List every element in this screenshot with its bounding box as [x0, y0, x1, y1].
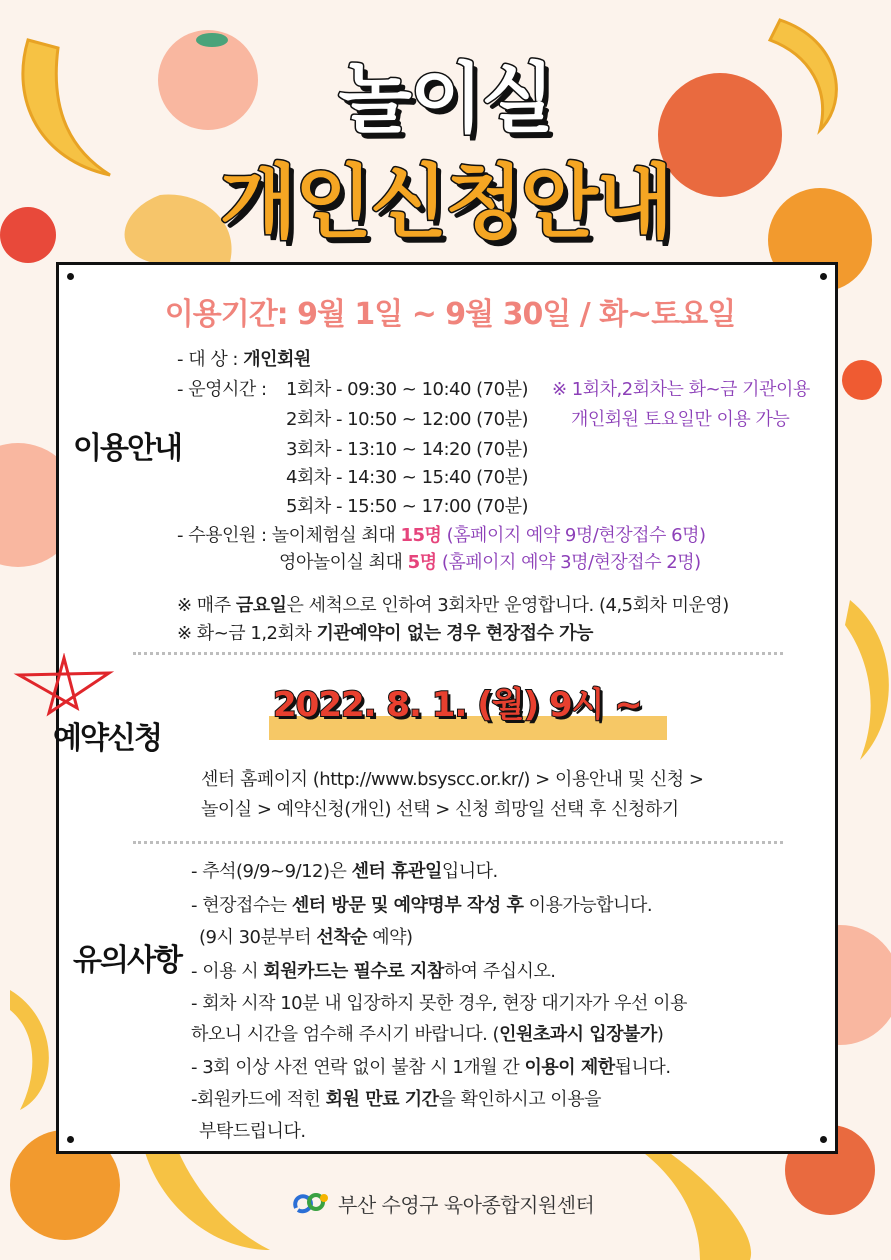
footer	[290, 1188, 594, 1218]
notice-2b: (9시 30분부터 선착순 예약)	[199, 927, 413, 948]
capacity-line-1: - 수용인원 : 놀이체험실 최대 15명 (홈페이지 예약 9명/현장접수 6명)	[177, 525, 706, 546]
notice-6b: 부탁드립니다.	[199, 1121, 306, 1142]
target-line: - 대 상 : 개인회원	[177, 349, 311, 370]
notice-5: - 3회 이상 사전 연락 없이 불참 시 1개월 간 이용이 제한됩니다.	[191, 1057, 671, 1078]
divider	[133, 841, 783, 844]
session-2: 2회차 - 10:50 ~ 12:00 (70분)	[286, 409, 528, 430]
notice-6: -회원카드에 적힌 회원 만료 기간을 확인하시고 이용을	[191, 1089, 601, 1110]
reservation-path-1: 센터 홈페이지 (http://www.bsyscc.or.kr/) > 이용안내 및 신청 >	[201, 769, 704, 790]
friday-note: ※ 매주 금요일은 세척으로 인하여 3회차만 운영합니다. (4,5회차 미운영)	[177, 595, 729, 616]
capacity-line-2: 영아놀이실 최대 5명 (홈페이지 예약 3명/현장접수 2명)	[279, 552, 701, 573]
page-title-line2: 개인신청안내	[219, 156, 672, 249]
corner-dot	[820, 273, 827, 280]
notice-2: - 현장접수는 센터 방문 및 예약명부 작성 후 이용가능합니다.	[191, 895, 653, 916]
notice-4a: - 회차 시작 10분 내 입장하지 못한 경우, 현장 대기자가 우선 이용	[191, 993, 687, 1014]
section-usage-label: 이용안내	[73, 431, 181, 466]
section-reservation-label: 예약신청	[53, 721, 161, 756]
corner-dot	[67, 273, 74, 280]
reservation-path-2: 놀이실 > 예약신청(개인) 선택 > 신청 희망일 선택 후 신청하기	[201, 799, 679, 820]
notice-4b: 하오니 시간을 엄수해 주시기 바랍니다. (인원초과시 입장불가)	[191, 1024, 664, 1045]
session-note-2: 개인회원 토요일만 이용 가능	[571, 409, 790, 430]
session-4: 4회차 - 14:30 ~ 15:40 (70분)	[286, 467, 528, 488]
center-logo-icon	[290, 1188, 330, 1218]
reservation-date: 2022. 8. 1. (월) 9시 ~	[273, 685, 642, 725]
corner-dot	[67, 1136, 74, 1143]
divider	[133, 652, 783, 655]
usage-period: 이용기간: 9월 1일 ~ 9월 30일 / 화~토요일	[164, 297, 736, 332]
notice-3: - 이용 시 회원카드는 필수로 지참하여 주십시오.	[191, 961, 556, 982]
session-note-1: ※ 1회차,2회차는 화~금 기관이용	[552, 379, 810, 400]
corner-dot	[820, 1136, 827, 1143]
info-card	[53, 262, 838, 1154]
session-3: 3회차 - 13:10 ~ 14:20 (70분)	[286, 439, 528, 460]
page-title-line1: 놀이실	[338, 54, 553, 143]
center-name: 부산 수영구 육아종합지원센터	[338, 1192, 595, 1217]
walkin-note: ※ 화~금 1,2회차 기관예약이 없는 경우 현장접수 가능	[177, 623, 593, 644]
hours-label: - 운영시간 :	[177, 379, 267, 400]
notice-1: - 추석(9/9~9/12)은 센터 휴관일입니다.	[191, 861, 498, 882]
session-5: 5회차 - 15:50 ~ 17:00 (70분)	[286, 496, 528, 517]
session-1: 1회차 - 09:30 ~ 10:40 (70분)	[286, 379, 528, 400]
section-notice-label: 유의사항	[73, 943, 181, 978]
